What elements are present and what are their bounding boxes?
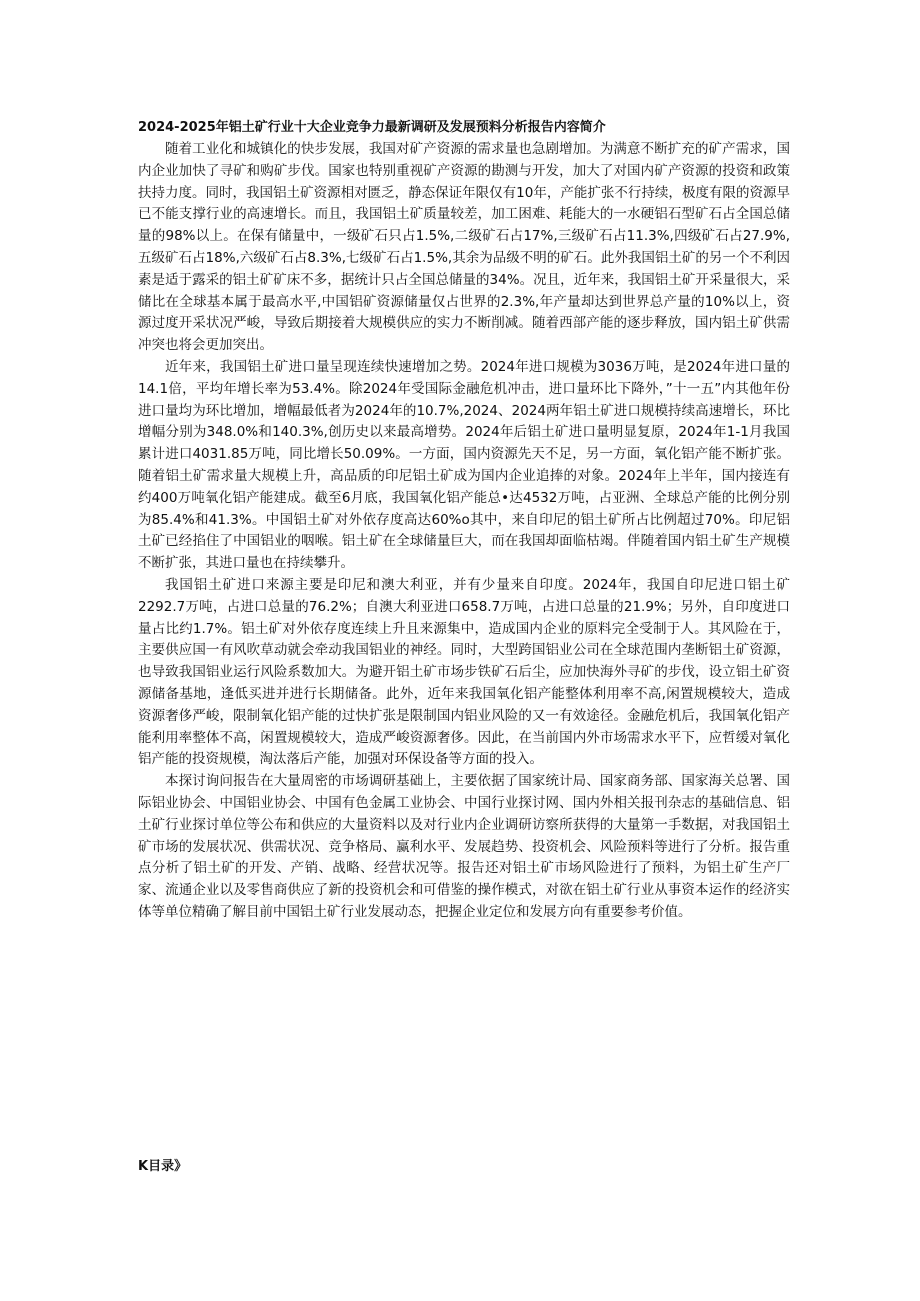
toc-heading: K目录》 (138, 1159, 188, 1174)
paragraph-4: 本探讨询问报告在大量周密的市场调研基础上，主要依据了国家统计局、国家商务部、国家海关总署、国际铝业协会、中国铝业协会、中国有色金属工业协会、中国行业探讨网、国内外相关报刊杂志的基础信息、铝土矿行业探讨单位等公布和供应的大量资料以及对行业内企业调研访察所获得的大量第一手数据，对我国铝土矿市场的发展状况、供需状况、竞争格局、赢利水平、发展趋势、投资机会、风险预料等进行了分析。报告重点分析了铝土矿的开发、产销、战略、经营状况等。报告还对铝土矿市场风险进行了预料，为铝土矿生产厂家、流通企业以及零售商供应了新的投资机会和可借鉴的操作模式，对欲在铝土矿行业从事资本运作的经济实体等单位精确了解目前中国铝土矿行业发展动态，把握企业定位和发展方向有重要参考价值。 (138, 773, 790, 920)
document-title: 2024-2025年铝土矿行业十大企业竞争力最新调研及发展预料分析报告内容简介 (138, 120, 606, 135)
paragraph-2: 近年来，我国铝土矿进口量呈现连续快速增加之势。2024年进口规模为3036万吨，是2024年进口量的14.1倍，平均年增长率为53.4%。除2024年受国际金融危机冲击，进口量环比下降外，”十一五”内其他年份进口量均为环比增加，增幅最低者为2024年的10.7%,2024、2024两年铝土矿进口规模持续高速增长，环比增幅分别为348.0%和140.3%,创历史以来最高增势。2024年后铝土矿进口量明显复原，2024年1-1月我国累计进口4031.85万吨，同比增长50.09%。一方面，国内资源先天不足，另一方面，氧化铝产能不断扩张。随着铝土矿需求量大规模上升，高品质的印尼铝土矿成为国内企业追捧的对象。2024年上半年，国内接连有约400万吨氧化铝产能建成。截至6月底，我国氧化铝产能总•达4532万吨，占亚洲、全球总产能的比例分别为85.4%和41.3%。中国铝土矿对外依存度高达60%o其中，来自印尼的铝土矿所占比例超过70%。印尼铝土矿已经掐住了中国铝业的咽喉。铝土矿在全球储量巨大，而在我国却面临枯竭。伴随着国内铝土矿生产规模不断扩张，其进口量也在持续攀升。 (138, 358, 790, 572)
document-body (138, 117, 790, 924)
paragraph-1: 随着工业化和城镇化的快步发展，我国对矿产资源的需求量也急剧增加。为满意不断扩充的矿产需求，国内企业加快了寻矿和购矿步伐。国家也特别重视矿产资源的勘测与开发，加大了对国内矿产资源的投资和政策扶持力度。同时，我国铝土矿资源相对匮乏，静态保证年限仅有10年，产能扩张不行持续，极度有限的资源早已不能支撑行业的高速增长。而且，我国铝土矿质量较差，加工困难、耗能大的一水硬铝石型矿石占全国总储量的98%以上。在保有储量中，一级矿石只占1.5%,二级矿石占17%,三级矿石占11.3%,四级矿石占27.9%,五级矿石占18%,六级矿石占8.3%,七级矿石占1.5%,其余为品级不明的矿石。此外我国铝土矿的另一个不利因素是适于露采的铝土矿矿床不多，据统计只占全国总储量的34%。况且，近年来，我国铝土矿开采量很大，采储比在全球基本属于最高水平,中国铝矿资源储量仅占世界的2.3%,年产量却达到世界总产量的10%以上，资源过度开采状况严峻，导致后期接着大规模供应的实力不断削减。随着西部产能的逐步释放，国内铝土矿供需冲突也将会更加突出。 (138, 141, 790, 354)
paragraph-3: 我国铝土矿进口来源主要是印尼和澳大利亚，并有少量来自印度。2024年，我国自印尼进口铝土矿2292.7万吨，占进口总量的76.2%；自澳大利亚进口658.7万吨，占进口总量的21.9%；另外，自印度进口量占比约1.7%。铝土矿对外依存度连续上升且来源集中，造成国内企业的原料完全受制于人。其风险在于，主要供应国一有风吹草动就会牵动我国铝业的神经。同时，大型跨国铝业公司在全球范围内垄断铝土矿资源，也导致我国铝业运行风险系数加大。为避开铝土矿市场步铁矿石后尘，应加快海外寻矿的步伐，设立铝土矿资源储备基地，逢低买进并进行长期储备。此外，近年来我国氧化铝产能整体利用率不高,闲置规模较大，造成资源奢侈严峻，限制氧化铝产能的过快扩张是限制国内铝业风险的又一有效途径。金融危机后，我国氧化铝产能利用率整体不高，闲置规模较大，造成严峻资源奢侈。因此，在当前国内外市场需求水平下，应哲缓对氧化铝产能的投资规模，淘汰落后产能，加强对环保设备等方面的投入。 (138, 576, 790, 768)
